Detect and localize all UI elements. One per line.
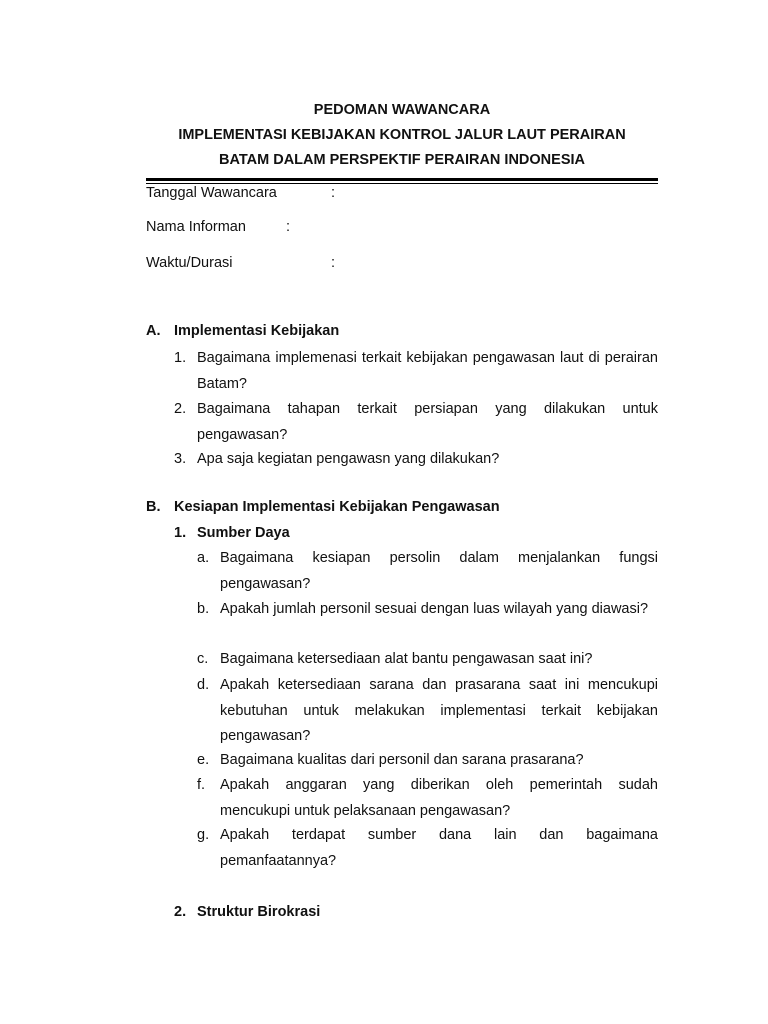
- header-rule-thin: [146, 183, 658, 184]
- field-waktu-colon: :: [331, 255, 336, 271]
- list-item: [174, 397, 658, 448]
- list-item: [197, 773, 658, 824]
- item-text: Apa saja kegiatan pengawasn yang dilakukan?: [197, 451, 500, 467]
- subsection-number: 1.: [174, 525, 187, 541]
- list-item: [197, 546, 658, 597]
- field-nama-colon: :: [286, 219, 291, 235]
- list-item: [174, 447, 658, 473]
- item-number: 1.: [174, 350, 187, 366]
- document-title: PEDOMAN WAWANCARA: [313, 102, 491, 118]
- item-letter: f.: [197, 777, 206, 793]
- subsection-title: Struktur Birokrasi: [197, 904, 321, 920]
- item-text: Bagaimana kesiapan persolin dalam menjalankan fungsi pengawasan?: [220, 550, 658, 592]
- item-text: Bagaimana kualitas dari personil dan sarana prasarana?: [220, 752, 584, 768]
- list-item: [197, 673, 658, 750]
- item-text: Apakah anggaran yang diberikan oleh pemerintah sudah mencukupi untuk pelaksanaan pengawasan?: [220, 777, 658, 819]
- item-letter: a.: [197, 550, 210, 566]
- document-subtitle-line1: IMPLEMENTASI KEBIJAKAN KONTROL JALUR LAUT PERAIRAN: [178, 127, 626, 143]
- field-tanggal-colon: :: [331, 185, 336, 201]
- item-letter: d.: [197, 677, 210, 693]
- item-text: Apakah ketersediaan sarana dan prasarana saat ini mencukupi kebutuhan untuk melakukan implementasi terkait kebijakan pengawasan?: [220, 677, 658, 744]
- section-b-title: Kesiapan Implementasi Kebijakan Pengawasan: [174, 499, 500, 515]
- section-a-label: A.: [146, 323, 161, 339]
- document-subtitle-line2: BATAM DALAM PERSPEKTIF PERAIRAN INDONESIA: [219, 152, 585, 168]
- item-number: 2.: [174, 401, 187, 417]
- item-text: Bagaimana implemenasi terkait kebijakan pengawasan laut di perairan Batam?: [197, 350, 658, 392]
- field-nama-label: Nama Informan: [146, 219, 246, 235]
- section-a-heading: [146, 323, 339, 339]
- item-text: Bagaimana ketersediaan alat bantu pengawasan saat ini?: [220, 651, 593, 667]
- list-item: [197, 647, 658, 673]
- item-text: Bagaimana tahapan terkait persiapan yang dilakukan untuk pengawasan?: [197, 401, 658, 443]
- item-text: Apakah terdapat sumber dana lain dan bagaimana pemanfaatannya?: [220, 827, 658, 869]
- list-item: [197, 748, 658, 774]
- list-item: [174, 346, 658, 397]
- section-b-label: B.: [146, 499, 161, 515]
- list-item: [197, 823, 658, 874]
- field-waktu-label: Waktu/Durasi: [146, 255, 233, 271]
- list-item: [197, 597, 658, 623]
- section-b-heading: [146, 499, 500, 515]
- subsection-number: 2.: [174, 904, 187, 920]
- item-letter: b.: [197, 601, 210, 617]
- item-letter: g.: [197, 827, 210, 843]
- subsection-sumber-daya: [174, 525, 290, 541]
- item-letter: e.: [197, 752, 210, 768]
- item-text: Apakah jumlah personil sesuai dengan luas wilayah yang diawasi?: [220, 601, 649, 617]
- header-rule-thick: [146, 178, 658, 181]
- item-letter: c.: [197, 651, 209, 667]
- subsection-title: Sumber Daya: [197, 525, 290, 541]
- section-a-title: Implementasi Kebijakan: [174, 323, 340, 339]
- subsection-struktur-birokrasi: [174, 904, 320, 920]
- field-tanggal-label: Tanggal Wawancara: [146, 185, 277, 201]
- item-number: 3.: [174, 451, 187, 467]
